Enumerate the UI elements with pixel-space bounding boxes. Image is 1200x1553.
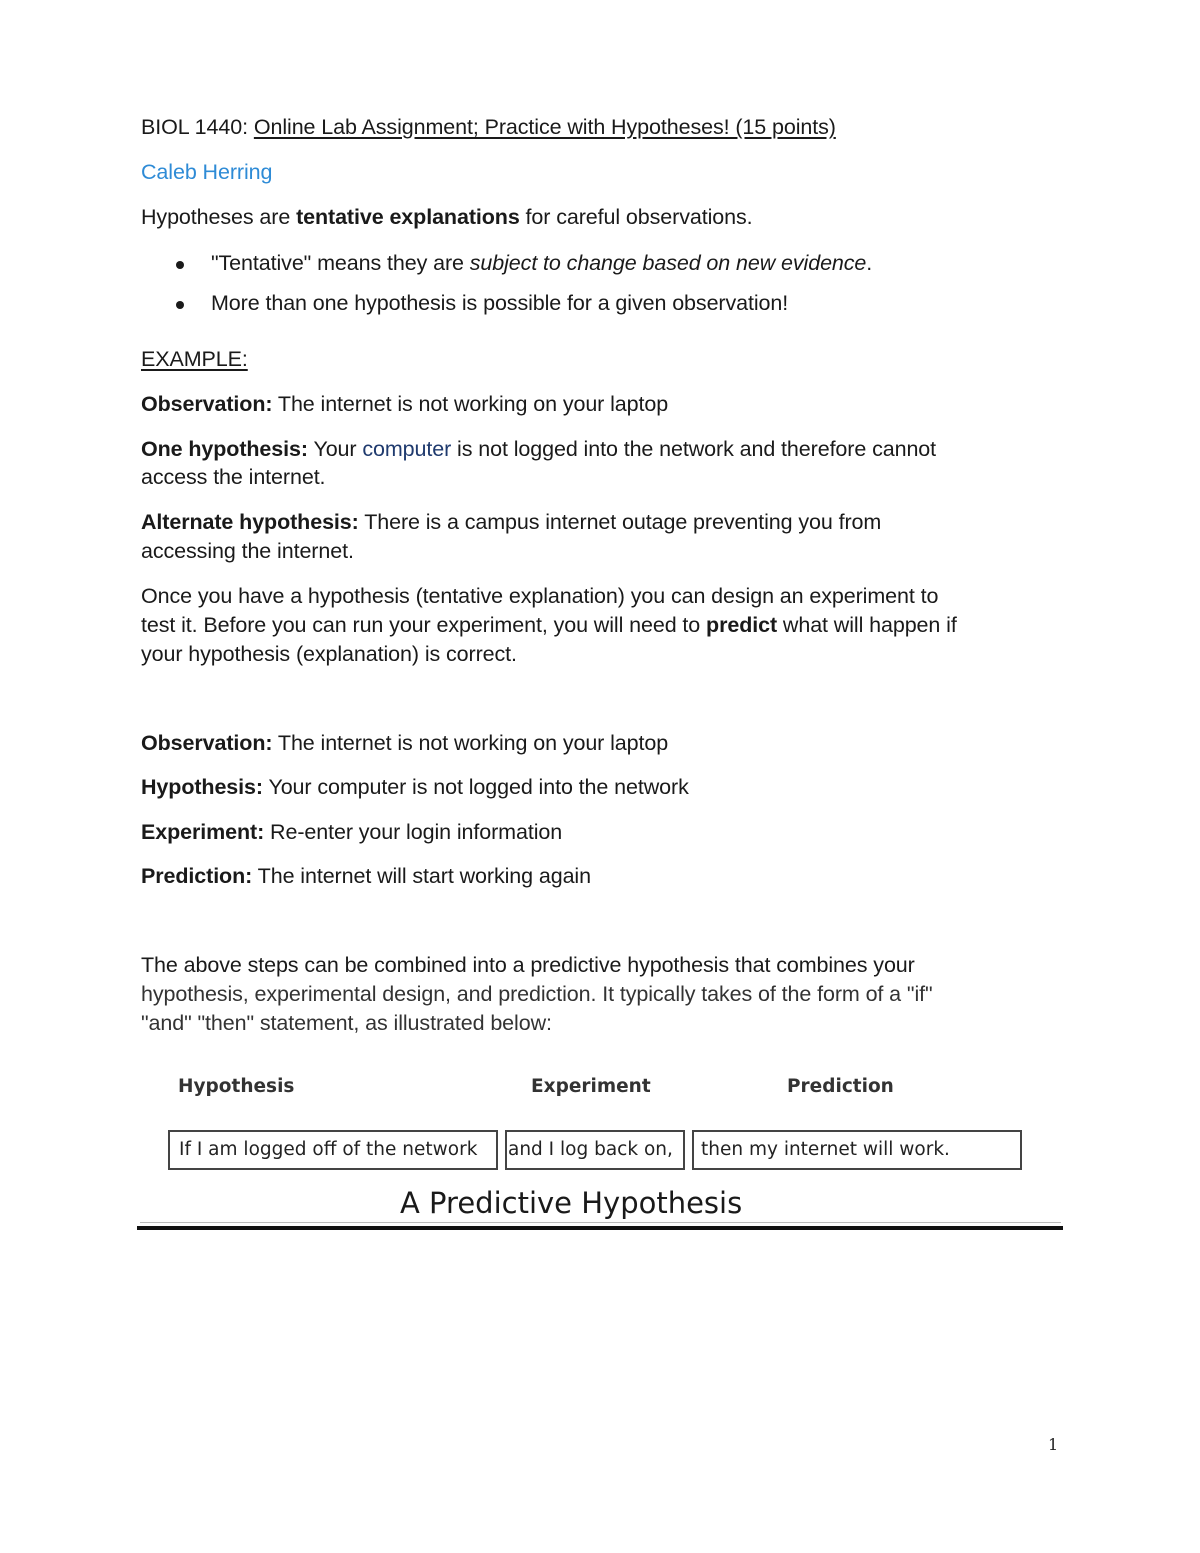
figure-header-experiment: Experiment: [531, 1076, 651, 1097]
intro-pre: Hypotheses are: [141, 205, 297, 229]
course-code: BIOL 1440:: [141, 115, 248, 139]
figure-title: A Predictive Hypothesis: [400, 1186, 743, 1220]
para2-line2: hypothesis, experimental design, and prediction. It typically takes of the form of a "if": [141, 982, 933, 1006]
step-prediction: [141, 862, 591, 891]
bullet-text: .: [866, 251, 873, 275]
bullet-item: More than one hypothesis is possible for a given observation!: [211, 291, 789, 315]
alternate-hypothesis-line2: accessing the internet.: [141, 539, 354, 563]
observation-text: The internet is not working on your laptop: [272, 392, 669, 416]
para1-bold: predict: [706, 613, 778, 637]
step-label: Observation:: [141, 731, 273, 755]
figure-box-experiment: and I log back on,: [505, 1130, 685, 1170]
para1-line2: [141, 611, 957, 640]
author-name: Caleb Herring: [141, 160, 273, 184]
alternate-hypothesis-label: Alternate hypothesis:: [141, 510, 359, 534]
para1-line1: Once you have a hypothesis (tentative explanation) you can design an experiment to: [141, 584, 939, 608]
figure-box-prediction: then my internet will work.: [692, 1130, 1022, 1170]
one-hypothesis-line2: access the internet.: [141, 465, 326, 489]
figure-header-prediction: Prediction: [787, 1076, 894, 1097]
one-hypothesis-text: Your: [307, 437, 363, 461]
step-experiment: [141, 818, 562, 847]
one-hypothesis-line1: [141, 435, 936, 464]
step-text: The internet is not working on your laptop: [272, 731, 669, 755]
title-line: [141, 113, 836, 142]
step-text: Your computer is not logged into the network: [262, 775, 689, 799]
one-hypothesis-label: One hypothesis:: [141, 437, 308, 461]
intro-bold: tentative explanations: [296, 205, 520, 229]
step-text: The internet will start working again: [252, 864, 591, 888]
figure-rule-thin: [140, 1222, 1061, 1223]
bullet-emphasis: subject to change based on new evidence: [469, 251, 867, 275]
bullet-item: [211, 249, 872, 278]
step-observation: [141, 729, 668, 758]
para1-text: what will happen if: [777, 613, 957, 637]
step-hypothesis: [141, 773, 689, 802]
highlighted-word: computer: [362, 437, 452, 461]
observation-label: Observation:: [141, 392, 273, 416]
one-hypothesis-text: is not logged into the network and therefore cannot: [451, 437, 937, 461]
bullet-dot: [176, 301, 184, 309]
figure-header-hypothesis: Hypothesis: [178, 1076, 295, 1097]
figure-box-hypothesis: If I am logged off of the network: [168, 1130, 498, 1170]
bullet-dot: [176, 261, 184, 269]
example-observation: [141, 390, 668, 419]
step-label: Hypothesis:: [141, 775, 263, 799]
bullet-text: "Tentative" means they are: [211, 251, 470, 275]
page-number: 1: [1048, 1435, 1059, 1454]
example-heading: EXAMPLE:: [141, 347, 248, 371]
para1-text: test it. Before you can run your experiment, you will need to: [141, 613, 707, 637]
para2-line3: "and" "then" statement, as illustrated below:: [141, 1011, 552, 1035]
figure-rule-thick: [137, 1226, 1063, 1230]
alternate-hypothesis-line1: [141, 508, 881, 537]
alternate-hypothesis-text: There is a campus internet outage preventing you from: [358, 510, 882, 534]
step-label: Experiment:: [141, 820, 265, 844]
step-label: Prediction:: [141, 864, 253, 888]
para1-line3: your hypothesis (explanation) is correct.: [141, 642, 517, 666]
assignment-title: Online Lab Assignment; Practice with Hypotheses! (15 points): [253, 115, 836, 139]
step-text: Re-enter your login information: [264, 820, 563, 844]
para2-line1: The above steps can be combined into a predictive hypothesis that combines your: [141, 953, 915, 977]
intro-post: for careful observations.: [519, 205, 753, 229]
intro-line: [141, 203, 753, 232]
